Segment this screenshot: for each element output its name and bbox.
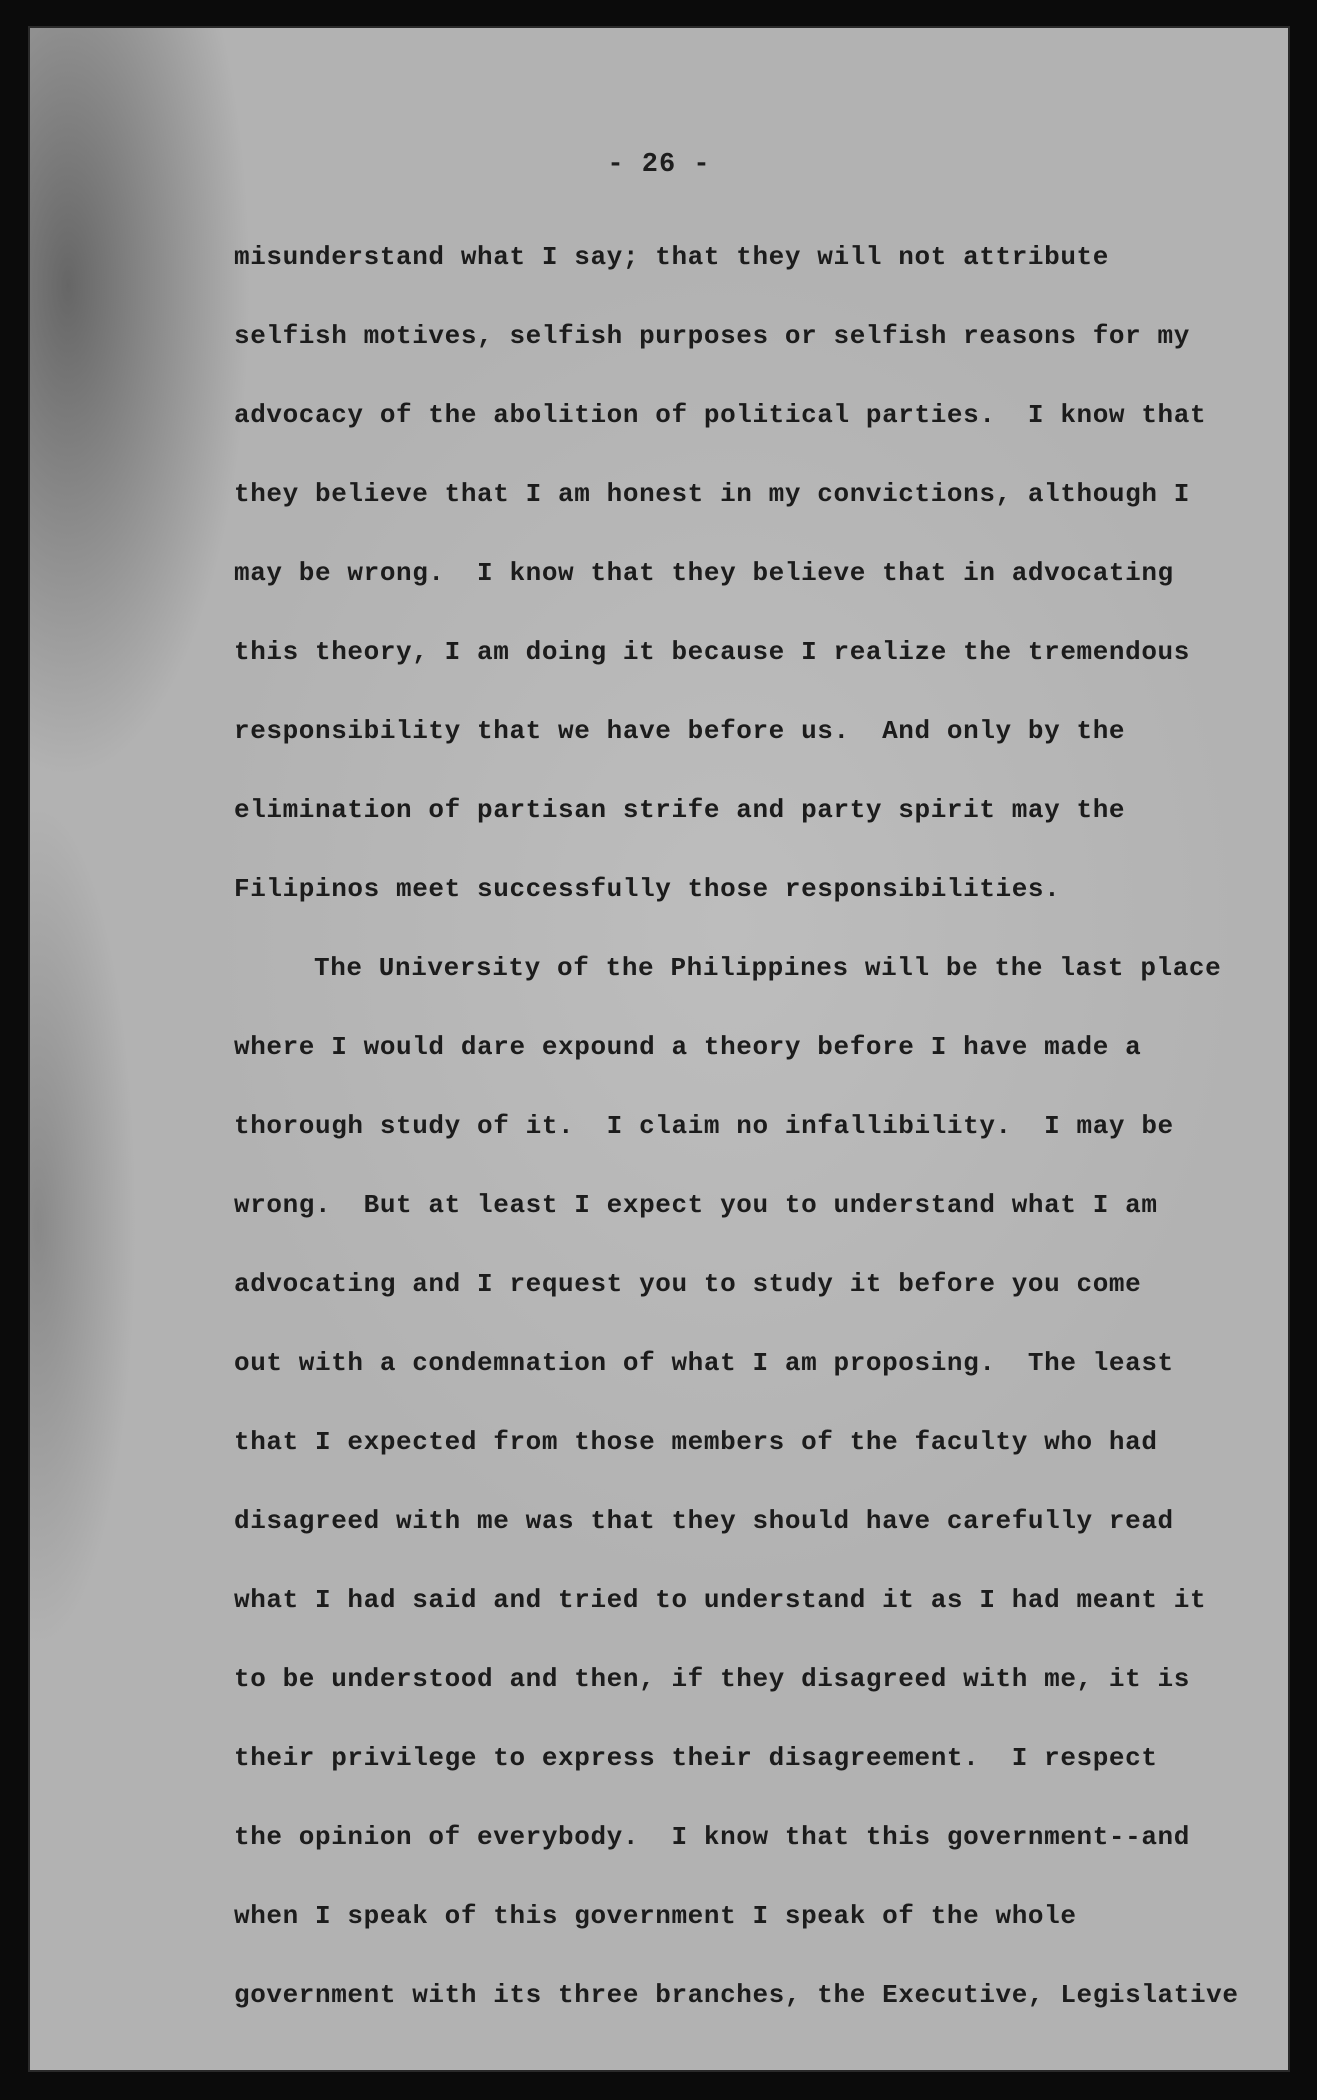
text-line: their privilege to express their disagreement. I respect [234, 1743, 1158, 1773]
text-line: wrong. But at least I expect you to understand what I am [234, 1190, 1158, 1220]
text-line: out with a condemnation of what I am proposing. The least [234, 1348, 1174, 1378]
text-line: advocacy of the abolition of political parties. I know that [234, 400, 1207, 430]
text-line: when I speak of this government I speak of the whole [234, 1901, 1077, 1931]
text-line: responsibility that we have before us. And only by the [234, 716, 1126, 746]
text-line: what I had said and tried to understand it as I had meant it [234, 1585, 1207, 1615]
text-line: where I would dare expound a theory before I have made a [234, 1032, 1142, 1062]
text-line: elimination of partisan strife and party spirit may the [234, 795, 1126, 825]
text-line: selfish motives, selfish purposes or selfish reasons for my [234, 321, 1190, 351]
text-line: government with its three branches, the Executive, Legislative [234, 1980, 1239, 2010]
paragraph-start-line: The University of the Philippines will be the last place [314, 953, 1222, 983]
text-line: disagreed with me was that they should have carefully read [234, 1506, 1174, 1536]
page-number: - 26 - [607, 150, 711, 180]
text-line: the opinion of everybody. I know that this government--and [234, 1822, 1190, 1852]
text-line: that I expected from those members of the faculty who had [234, 1427, 1158, 1457]
body-text [234, 218, 1244, 2035]
text-line: may be wrong. I know that they believe that in advocating [234, 558, 1174, 588]
text-line: thorough study of it. I claim no infallibility. I may be [234, 1111, 1174, 1141]
text-line: to be understood and then, if they disagreed with me, it is [234, 1664, 1190, 1694]
text-line: advocating and I request you to study it before you come [234, 1269, 1142, 1299]
text-line: this theory, I am doing it because I realize the tremendous [234, 637, 1190, 667]
text-line: Filipinos meet successfully those responsibilities. [234, 874, 1061, 904]
document-page [28, 26, 1290, 2072]
text-line: misunderstand what I say; that they will not attribute [234, 242, 1109, 272]
text-line: they believe that I am honest in my convictions, although I [234, 479, 1190, 509]
